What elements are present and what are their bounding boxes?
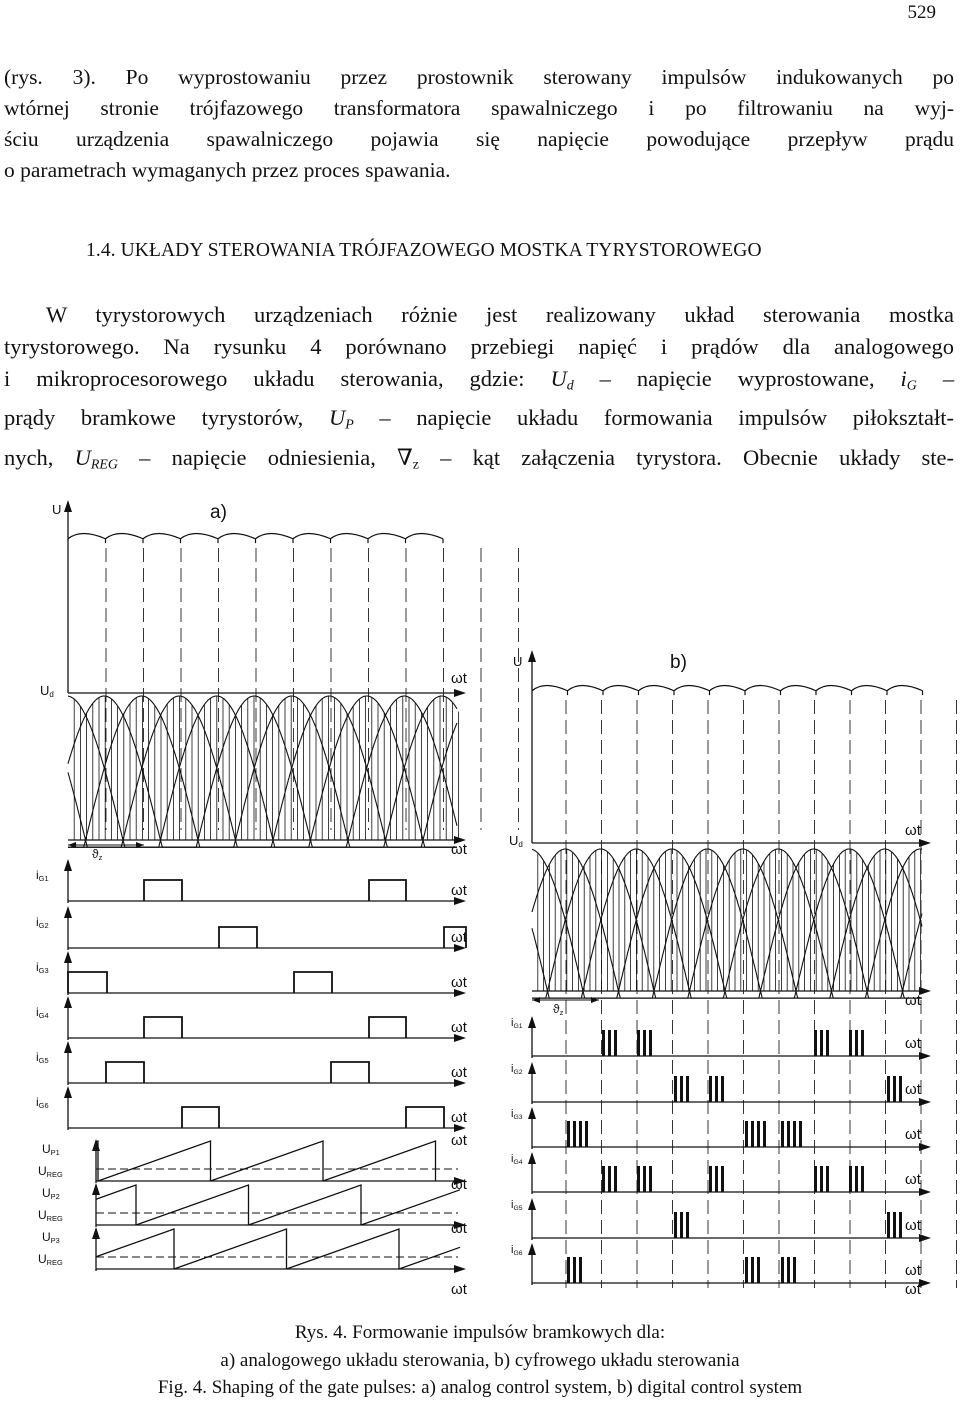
caption-line-pl: Rys. 4. Formowanie impulsów bramkowych dla: [294, 1322, 666, 1343]
axis-arrow [528, 1152, 536, 1164]
gate-pulse-burst [567, 1257, 570, 1283]
gate-label-6: iG6 [36, 1095, 49, 1110]
gate-pulse-burst [715, 1166, 718, 1192]
omega-t-label: ωt [451, 1019, 467, 1036]
gate-pulse-burst [893, 1212, 896, 1238]
gate-pulse-burst [649, 1166, 652, 1192]
text-line: tyrystorowego. Na rysunku 4 porównano przebiegi napięć i prądów dla analogowego [4, 334, 954, 359]
gate-pulse-burst [861, 1166, 864, 1192]
axis-label-u: U [52, 502, 62, 517]
gate-pulse [144, 1017, 406, 1038]
gate-pulse-burst [614, 1166, 617, 1192]
text-line: ściu urządzenia spawalniczego pojawia się napięcie powodujące przepływ prądu [4, 127, 954, 151]
gate-pulse-burst [787, 1257, 790, 1283]
gate-pulse-burst [757, 1257, 760, 1283]
axis-arrow [454, 1265, 466, 1273]
omega-t-label: ωt [905, 1081, 921, 1098]
gate-label-5: iG5 [36, 1050, 49, 1065]
gate-pulse-burst [649, 1030, 652, 1056]
omega-t-label: ωt [451, 1281, 467, 1298]
gate-pulse-burst [608, 1166, 611, 1192]
gate-pulse-burst [567, 1121, 570, 1147]
gate-pulse-burst [614, 1030, 617, 1056]
rectified-voltage-ripple [68, 533, 443, 543]
text-line: (rys. 3). Po wyprostowaniu przez prostownik sterowany impulsów indukowanych po [4, 65, 954, 89]
page-number: 529 [907, 2, 936, 23]
axis-arrow [919, 1188, 931, 1196]
gate-pulse-burst [579, 1121, 582, 1147]
phase-voltage-3 [68, 696, 457, 847]
gate-pulse-burst [573, 1257, 576, 1283]
caption-line-pl-detail: a) analogowego układu sterowania, b) cyfrowego układu sterowania [220, 1350, 740, 1371]
gate-pulse-burst [814, 1166, 817, 1192]
gate-pulse-burst [849, 1030, 852, 1056]
axis-arrow [919, 1143, 931, 1151]
text-line: prądy bramkowe tyrystorów, $U_P$ – napięcie układu formowania impulsów piłokształt- [4, 405, 955, 433]
gate-pulse-burst [855, 1030, 858, 1056]
gate-pulse-burst [826, 1030, 829, 1056]
panel-label-b: b) [670, 652, 687, 673]
gate-pulse-burst [793, 1121, 796, 1147]
omega-t-label: ωt [905, 1281, 921, 1298]
gate-label-1: iG1 [511, 1017, 523, 1030]
gate-pulse [68, 972, 332, 993]
gate-pulse-burst [899, 1076, 902, 1102]
gate-pulse-burst [680, 1076, 683, 1102]
axis-arrow [64, 500, 72, 512]
axis-arrow [454, 689, 466, 697]
omega-t-label: ωt [451, 1220, 467, 1237]
gate-pulse-burst [763, 1121, 766, 1147]
gate-label-4: iG4 [36, 1005, 49, 1020]
axis-arrow [528, 1198, 536, 1210]
gate-pulse-burst [686, 1212, 689, 1238]
gate-pulse-burst [787, 1121, 790, 1147]
gate-label-5: iG5 [511, 1199, 523, 1212]
gate-pulse-burst [643, 1030, 646, 1056]
gate-pulse-burst [721, 1166, 724, 1192]
gate-pulse-burst [686, 1076, 689, 1102]
gate-pulse [106, 1062, 369, 1083]
omega-t-label: ωt [905, 1126, 921, 1143]
gate-pulse-burst [820, 1030, 823, 1056]
omega-t-label: ωt [451, 1109, 467, 1126]
sawtooth-wave [96, 1229, 460, 1269]
gate-pulse-burst [887, 1076, 890, 1102]
gate-pulse-burst [849, 1166, 852, 1192]
figure-4-waveforms [0, 488, 960, 1310]
gate-pulse-burst [579, 1257, 582, 1283]
axis-arrow [919, 1234, 931, 1242]
panel-label-a: a) [210, 502, 227, 523]
gate-pulse [219, 927, 466, 948]
omega-t-label: ωt [451, 974, 467, 991]
axis-arrow [528, 1243, 536, 1255]
gate-pulse-burst [814, 1030, 817, 1056]
axis-arrow [64, 996, 72, 1008]
axis-arrow [64, 1086, 72, 1098]
sawtooth-wave [96, 1141, 436, 1181]
section-heading: 1.4. UKŁADY STEROWANIA TRÓJFAZOWEGO MOSTKA TYRYSTOROWEGO [86, 240, 762, 261]
gate-pulse-burst [861, 1030, 864, 1056]
omega-t-label: ωt [905, 992, 921, 1009]
gate-label-3: iG3 [36, 960, 49, 975]
gate-pulse-burst [709, 1076, 712, 1102]
omega-t-label: ωt [451, 882, 467, 899]
gate-pulse-burst [715, 1076, 718, 1102]
ureg-label-2: UREG [38, 1208, 63, 1223]
text-line: i mikroprocesorowego układu sterowania, gdzie: $U_d$ – napięcie wyprostowane, $i_G$ – [4, 366, 955, 394]
gate-label-6: iG6 [511, 1244, 523, 1257]
caption-line-en: Fig. 4. Shaping of the gate pulses: a) analog control system, b) digital control system [157, 1377, 803, 1398]
omega-t-label: ωt [451, 929, 467, 946]
omega-t-label: ωt [451, 841, 467, 858]
sawtooth-wave [96, 1185, 460, 1225]
paragraph-control-systems [4, 299, 954, 481]
axis-arrow [64, 859, 72, 871]
gate-pulse-burst [757, 1121, 760, 1147]
gate-pulse-burst [745, 1257, 748, 1283]
axis-arrow [919, 839, 931, 847]
axis-arrow [919, 1098, 931, 1106]
rectified-voltage-ripple [532, 685, 923, 695]
gate-pulse-burst [674, 1076, 677, 1102]
omega-t-label: ωt [451, 670, 467, 687]
gate-pulse-burst [887, 1212, 890, 1238]
gate-pulse-burst [721, 1076, 724, 1102]
omega-t-label: ωt [905, 1217, 921, 1234]
axis-label-u: U [513, 654, 523, 669]
omega-t-label: ωt [905, 1035, 921, 1052]
omega-t-label: ωt [905, 1171, 921, 1188]
gate-pulse-burst [899, 1212, 902, 1238]
gate-label-3: iG3 [511, 1108, 523, 1121]
axis-arrow [64, 906, 72, 918]
axis-arrow [528, 1107, 536, 1119]
gate-pulse-burst [893, 1076, 896, 1102]
gate-pulse-burst [751, 1257, 754, 1283]
axis-arrow [92, 1227, 100, 1239]
axis-arrow [528, 650, 536, 662]
gate-pulse-burst [751, 1121, 754, 1147]
gate-label-4: iG4 [511, 1153, 523, 1166]
gate-pulse-burst [637, 1030, 640, 1056]
text-line: nych, $U_{REG}$ – napięcie odniesienia, $\nabla_z$ – kąt załączenia tyrystora. Obecnie układy ste- [4, 444, 955, 473]
gate-pulse-burst [799, 1121, 802, 1147]
ud-label: Ud [509, 833, 523, 849]
theta-label: ϑz [92, 847, 103, 862]
omega-t-label: ωt [451, 1132, 467, 1149]
gate-pulse-burst [637, 1166, 640, 1192]
panel-a-analog [36, 500, 519, 1298]
ureg-label-3: UREG [38, 1252, 63, 1267]
gate-pulse-burst [745, 1121, 748, 1147]
omega-t-label: ωt [451, 1176, 467, 1193]
ureg-label-1: UREG [38, 1164, 63, 1179]
omega-t-label: ωt [905, 822, 921, 839]
ud-label: Ud [40, 683, 54, 699]
panel-b-digital [509, 650, 957, 1298]
text-line: o parametrach wymaganych przez proces spawania. [4, 158, 451, 182]
axis-arrow [92, 1139, 100, 1151]
gate-label-1: iG1 [36, 868, 49, 883]
axis-arrow [64, 1041, 72, 1053]
theta-label: ϑz [553, 1002, 564, 1017]
gate-pulse-burst [680, 1212, 683, 1238]
gate-pulse-burst [602, 1166, 605, 1192]
gate-pulse-burst [820, 1166, 823, 1192]
gate-pulse-burst [643, 1166, 646, 1192]
gate-label-2: iG2 [36, 915, 49, 930]
gate-label-2: iG2 [511, 1063, 523, 1076]
axis-arrow [528, 1016, 536, 1028]
gate-pulse-burst [585, 1121, 588, 1147]
axis-arrow [528, 1062, 536, 1074]
gate-pulse [144, 880, 406, 901]
gate-pulse-burst [855, 1166, 858, 1192]
axis-arrow [92, 1183, 100, 1195]
gate-pulse [182, 1107, 444, 1128]
gate-pulse-burst [608, 1030, 611, 1056]
up-label-1: UP1 [42, 1142, 60, 1157]
gate-pulse-burst [674, 1212, 677, 1238]
gate-pulse-burst [793, 1257, 796, 1283]
axis-arrow [64, 951, 72, 963]
gate-pulse-burst [826, 1166, 829, 1192]
text-line: W tyrystorowych urządzeniach różnie jest realizowany układ sterowania mostka [46, 302, 954, 327]
gate-pulse-burst [781, 1121, 784, 1147]
gate-pulse-burst [709, 1166, 712, 1192]
omega-t-label: ωt [905, 1262, 921, 1279]
paragraph-continuation [4, 62, 954, 186]
omega-t-label: ωt [451, 1064, 467, 1081]
axis-arrow [919, 1052, 931, 1060]
up-label-3: UP3 [42, 1230, 60, 1245]
text-line: wtórnej stronie trójfazowego transformatora spawalniczego i po filtrowaniu na wyj- [4, 96, 954, 120]
gate-pulse-burst [602, 1030, 605, 1056]
up-label-2: UP2 [42, 1186, 60, 1201]
gate-pulse-burst [781, 1257, 784, 1283]
gate-pulse-burst [573, 1121, 576, 1147]
